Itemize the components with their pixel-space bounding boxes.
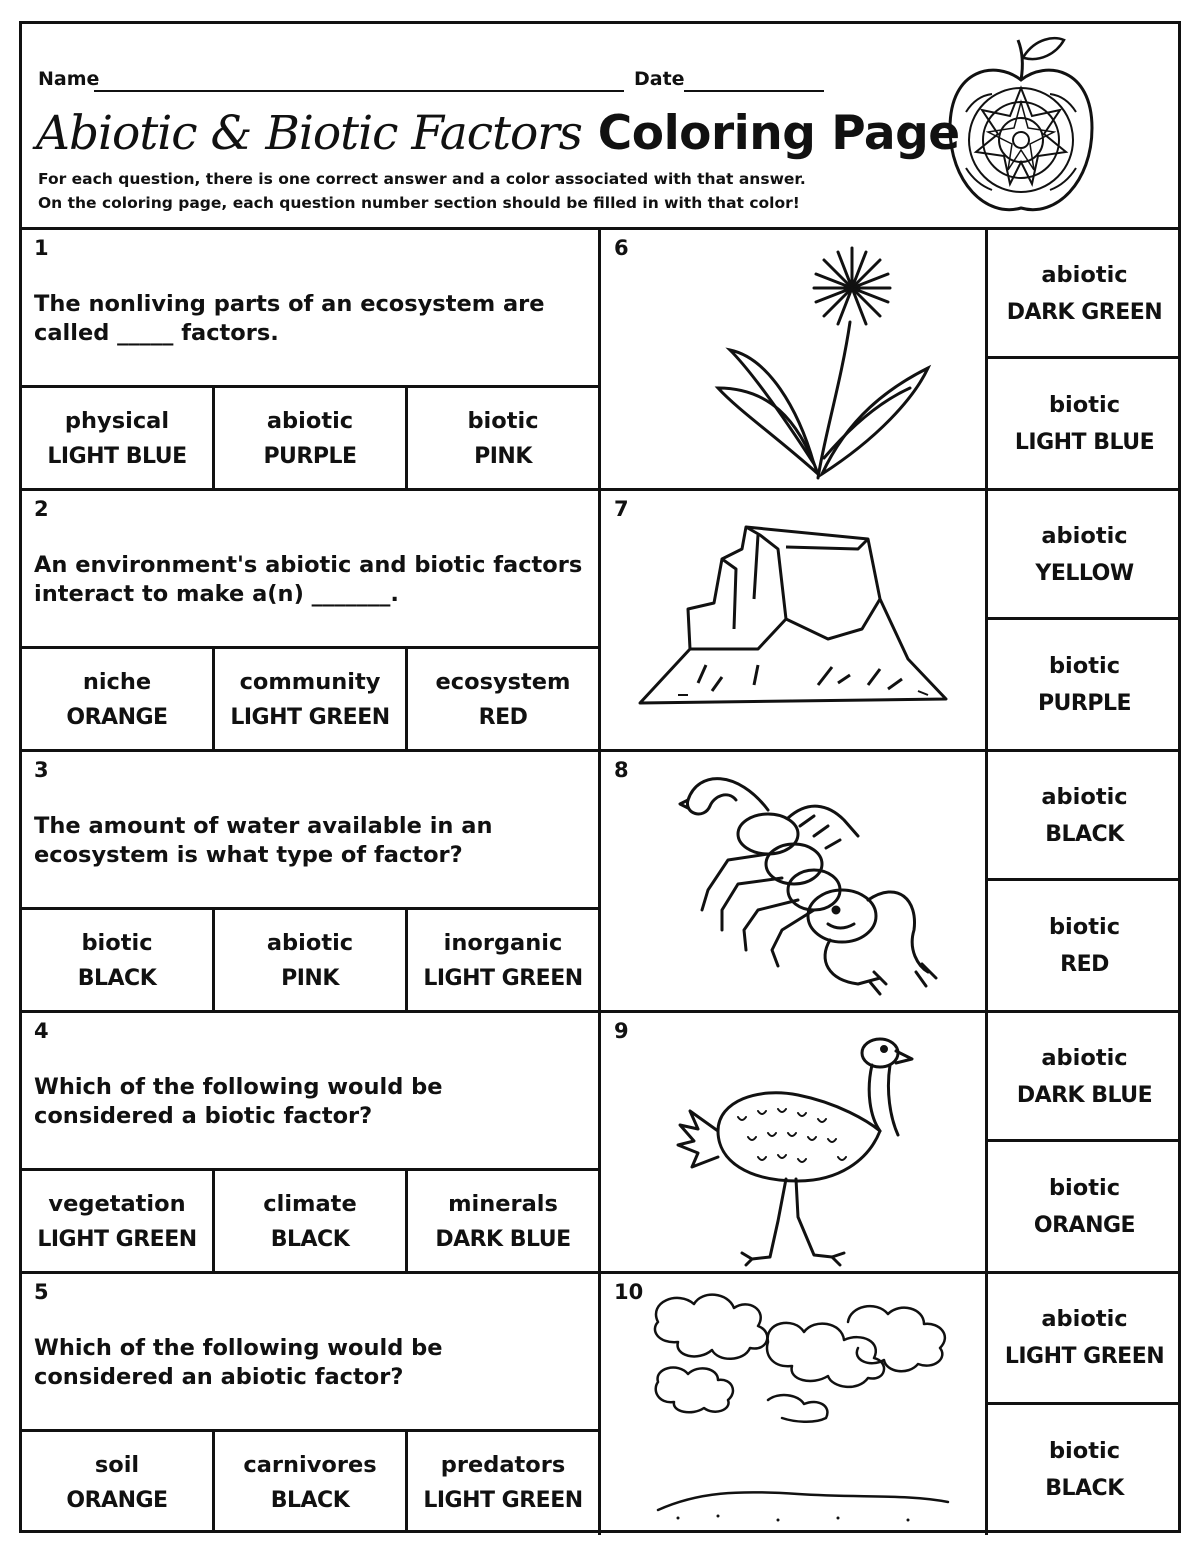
question-cell[interactable] <box>22 752 601 1010</box>
answer-word: abiotic <box>1041 261 1128 288</box>
option-word: community <box>239 668 381 695</box>
answer-word: biotic <box>1048 653 1121 679</box>
question-number: 2 <box>34 497 49 521</box>
option-color: RED <box>478 704 528 730</box>
question-cell[interactable] <box>22 491 601 749</box>
answer-option[interactable] <box>22 1432 215 1532</box>
answer-choices <box>985 491 1181 749</box>
answer-choice[interactable] <box>988 881 1181 1010</box>
option-word: biotic <box>467 407 539 434</box>
answer-option[interactable] <box>408 910 598 1010</box>
question-text: The nonliving parts of an ecosystem are called _____ factors. <box>34 291 545 346</box>
answer-choice[interactable] <box>988 230 1181 359</box>
option-word: abiotic <box>266 407 354 434</box>
instruction-line-2: On the coloring page, each question number section should be filled in with that color! <box>38 194 800 212</box>
rock-formation-icon[interactable] <box>618 499 986 744</box>
answer-option[interactable] <box>408 1171 598 1271</box>
picture-number: 7 <box>614 497 629 521</box>
question-text-box <box>22 752 598 910</box>
answer-option[interactable] <box>22 910 215 1010</box>
answer-color: BLACK <box>1045 821 1124 847</box>
option-word: ecosystem <box>435 668 571 695</box>
question-text-box <box>22 491 598 649</box>
option-color: PURPLE <box>263 443 357 469</box>
picture-number: 8 <box>614 758 629 782</box>
answer-choice[interactable] <box>988 1142 1181 1271</box>
answer-options <box>22 910 598 1010</box>
option-color: LIGHT GREEN <box>423 1487 583 1513</box>
option-color: LIGHT BLUE <box>47 443 187 469</box>
option-word: minerals <box>448 1190 558 1217</box>
answer-color: ORANGE <box>1033 1213 1136 1238</box>
worksheet <box>19 21 1181 1533</box>
answer-options <box>22 1171 598 1271</box>
title-part-2: Coloring Page <box>597 106 960 161</box>
answer-color: DARK BLUE <box>1016 1082 1153 1108</box>
name-label: Name <box>38 68 100 90</box>
answer-option[interactable] <box>408 1432 598 1532</box>
question-text: Which of the following would be considered a biotic factor? <box>34 1074 443 1129</box>
answer-word: abiotic <box>1041 522 1128 549</box>
option-color: PINK <box>474 443 532 469</box>
question-cell[interactable] <box>22 230 601 488</box>
option-color: ORANGE <box>66 1487 168 1513</box>
option-word: soil <box>94 1451 140 1478</box>
answer-option[interactable] <box>22 388 215 488</box>
option-color: LIGHT GREEN <box>37 1226 197 1252</box>
answer-color: PURPLE <box>1037 691 1132 716</box>
picture-number: 9 <box>614 1019 629 1043</box>
answer-option[interactable] <box>215 910 408 1010</box>
ostrich-icon[interactable] <box>618 1021 986 1266</box>
picture-number: 10 <box>614 1280 644 1304</box>
question-number: 5 <box>34 1280 49 1304</box>
option-color: LIGHT GREEN <box>423 965 583 991</box>
question-text-box <box>22 1274 598 1432</box>
answer-option[interactable] <box>22 1171 215 1271</box>
question-number: 4 <box>34 1019 49 1043</box>
answer-color: RED <box>1060 952 1109 977</box>
answer-option[interactable] <box>215 1432 408 1532</box>
question-text: Which of the following would be considered an abiotic factor? <box>34 1335 443 1390</box>
answer-choices <box>985 752 1181 1010</box>
clouds-icon[interactable] <box>618 1282 986 1527</box>
scorpion-icon[interactable] <box>618 760 986 1005</box>
answer-color: DARK GREEN <box>1006 299 1163 325</box>
answer-choice[interactable] <box>988 1405 1181 1536</box>
answer-word: biotic <box>1048 1175 1121 1201</box>
answer-option[interactable] <box>215 388 408 488</box>
option-word: inorganic <box>443 929 563 956</box>
title-part-1: Abiotic & Biotic Factors <box>36 106 582 161</box>
question-text-box <box>22 1013 598 1171</box>
answer-options <box>22 1432 598 1532</box>
answer-options <box>22 649 598 749</box>
option-color: DARK BLUE <box>435 1226 571 1252</box>
option-word: vegetation <box>48 1190 186 1217</box>
date-field[interactable] <box>684 90 824 92</box>
answer-choice[interactable] <box>988 620 1181 749</box>
question-cell[interactable] <box>22 1274 601 1535</box>
picture-number: 6 <box>614 236 629 260</box>
date-label: Date <box>634 68 685 90</box>
answer-option[interactable] <box>408 649 598 749</box>
question-number: 3 <box>34 758 49 782</box>
answer-word: abiotic <box>1041 783 1128 810</box>
option-color: LIGHT GREEN <box>230 704 390 730</box>
option-color: BLACK <box>270 1487 350 1513</box>
option-word: climate <box>263 1190 357 1217</box>
page-title <box>36 106 960 161</box>
answer-word: biotic <box>1048 914 1121 940</box>
question-row <box>22 1013 1178 1274</box>
answer-word: abiotic <box>1041 1044 1128 1071</box>
answer-choice[interactable] <box>988 359 1181 488</box>
answer-option[interactable] <box>22 649 215 749</box>
instruction-line-1: For each question, there is one correct answer and a color associated with that answer. <box>38 170 806 188</box>
question-text: The amount of water available in an ecosystem is what type of factor? <box>34 813 493 868</box>
answer-choice[interactable] <box>988 1274 1181 1405</box>
option-word: predators <box>440 1451 566 1478</box>
option-color: PINK <box>281 965 339 991</box>
question-text-box <box>22 230 598 388</box>
question-row <box>22 230 1178 491</box>
option-color: BLACK <box>270 1226 350 1252</box>
answer-word: biotic <box>1048 1438 1121 1465</box>
option-word: biotic <box>81 929 153 956</box>
answer-options <box>22 388 598 488</box>
answer-choices <box>985 1013 1181 1271</box>
question-number: 1 <box>34 236 49 260</box>
answer-option[interactable] <box>215 649 408 749</box>
answer-choice[interactable] <box>988 752 1181 881</box>
answer-option[interactable] <box>215 1171 408 1271</box>
answer-option[interactable] <box>408 388 598 488</box>
answer-choice[interactable] <box>988 1013 1181 1142</box>
answer-color: LIGHT GREEN <box>1004 1344 1165 1370</box>
question-row <box>22 1274 1178 1535</box>
answer-choices <box>985 230 1181 488</box>
option-word: niche <box>82 668 152 695</box>
answer-choices <box>985 1274 1181 1535</box>
mandala-apple-icon <box>936 32 1106 222</box>
dandelion-icon[interactable] <box>618 238 986 483</box>
worksheet-header <box>22 24 1178 230</box>
question-row <box>22 491 1178 752</box>
answer-word: biotic <box>1048 392 1121 418</box>
option-word: abiotic <box>266 929 354 956</box>
answer-color: YELLOW <box>1035 560 1134 586</box>
question-row <box>22 752 1178 1013</box>
name-field[interactable] <box>94 90 624 92</box>
answer-color: LIGHT BLUE <box>1014 430 1155 455</box>
option-word: physical <box>64 407 170 434</box>
option-color: BLACK <box>77 965 157 991</box>
answer-word: abiotic <box>1041 1306 1128 1333</box>
option-color: ORANGE <box>66 704 168 730</box>
answer-choice[interactable] <box>988 491 1181 620</box>
answer-color: BLACK <box>1045 1476 1124 1502</box>
option-word: carnivores <box>243 1451 377 1478</box>
question-text: An environment's abiotic and biotic factors interact to make a(n) _______. <box>34 552 583 607</box>
question-cell[interactable] <box>22 1013 601 1271</box>
